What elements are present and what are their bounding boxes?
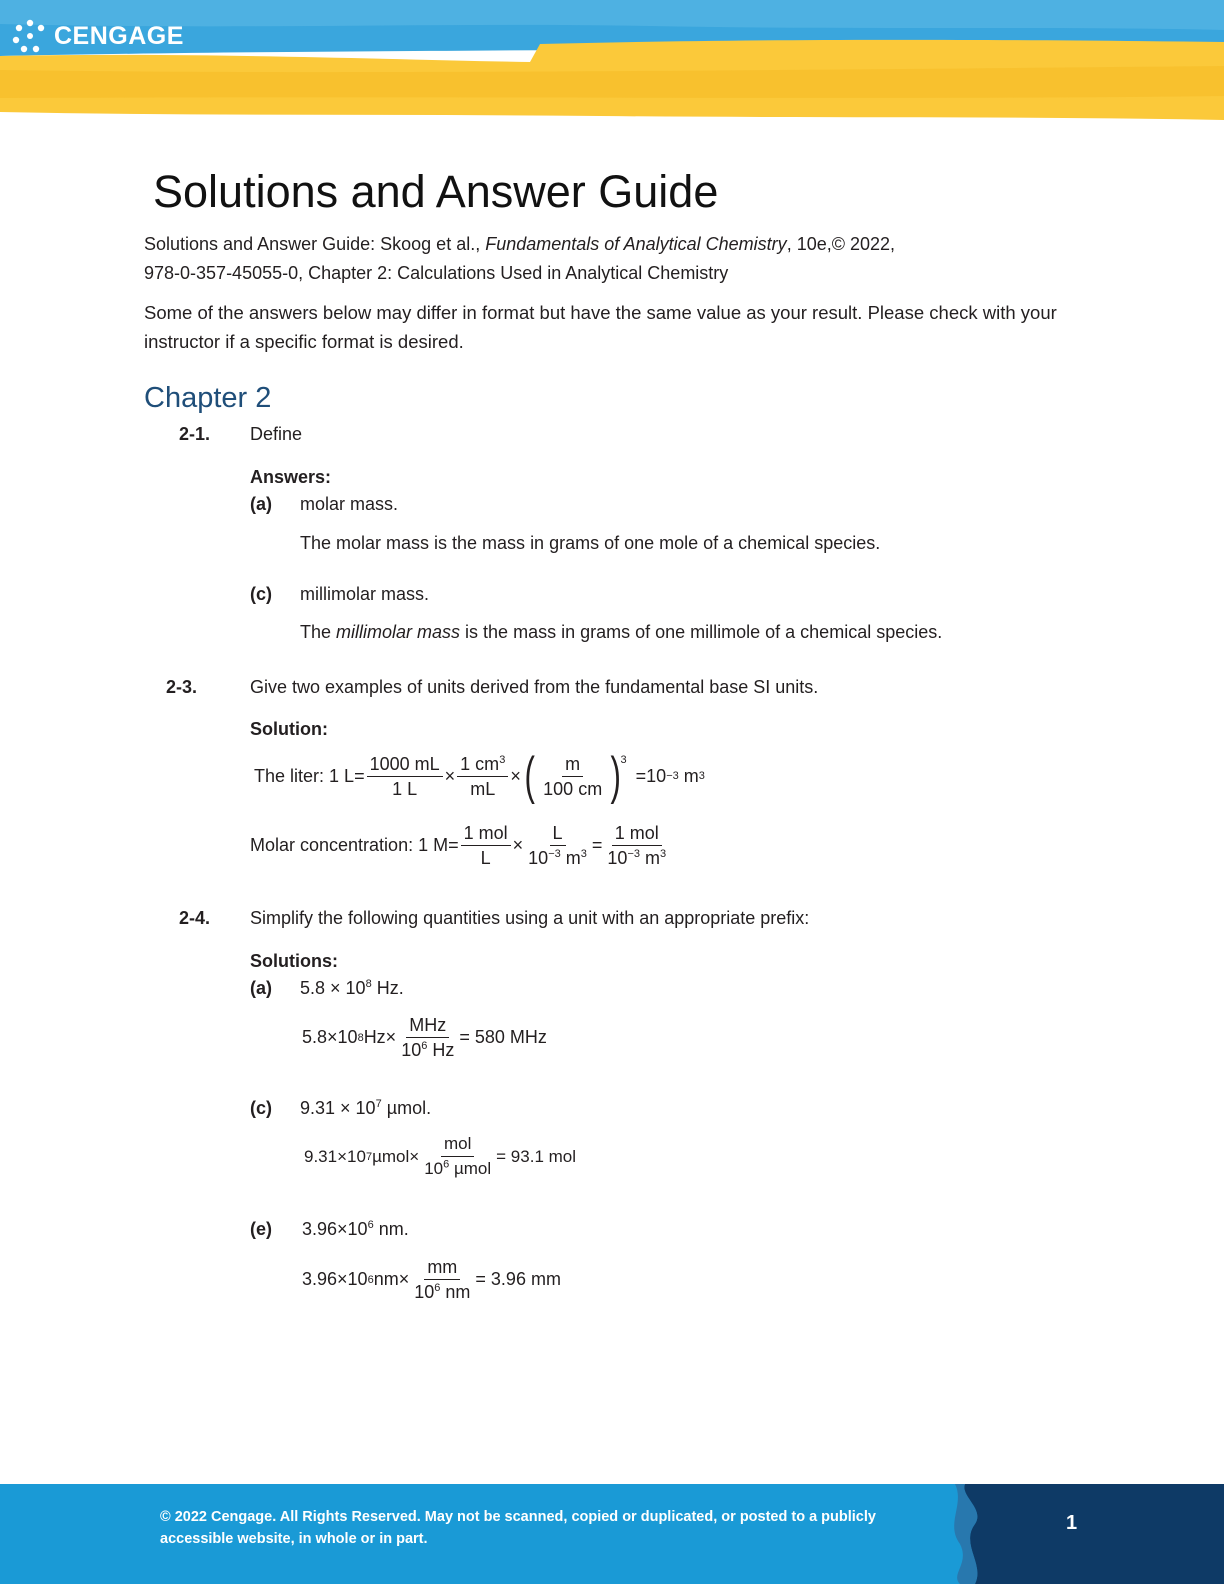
part-text: $3.96\times 10^6$ nm. xyxy=(302,1219,409,1239)
fraction: $\frac{\text{MHz}}{10^6 Hz}$ xyxy=(401,1015,455,1060)
fraction: $\frac{mm}{10^6 nm}$ xyxy=(414,1257,471,1302)
part-label: (c) xyxy=(250,584,272,604)
part-text: $5.8 \times 10^8$ Hz. xyxy=(300,978,404,998)
fraction: $\frac{m}{100 cm}$ xyxy=(543,753,603,799)
equation-lhs: 1 M xyxy=(418,835,449,855)
part-label: (e) xyxy=(250,1219,272,1239)
part-label: (c) xyxy=(250,1098,272,1118)
cengage-logo-icon xyxy=(12,18,48,54)
part-label: (a) xyxy=(250,978,272,998)
fraction: $\frac{1000 mL}{1 L}$ xyxy=(367,753,443,800)
solution-label: Solution: xyxy=(250,719,328,739)
fraction: $\frac{\text{1 mol}}{10^{-3} m^3}$ xyxy=(607,823,667,868)
equation-result: = 580 MHz xyxy=(459,1027,547,1047)
part-text: molar mass. xyxy=(300,494,399,514)
subtitle-prefix: Solutions and Answer Guide: Skoog et al., xyxy=(144,234,486,254)
chapter-heading: Chapter 2 xyxy=(144,382,272,414)
question-number: 2-4. xyxy=(179,908,211,928)
part-e-equation: 3.96×10 6 nm× $\frac{mm}{10^6 nm}$ = 3.96 mm xyxy=(302,1257,561,1302)
equation-result: = 3.96 mm xyxy=(475,1269,561,1289)
fraction: $\frac{1 cm^3}{mL}$ xyxy=(457,753,508,800)
question-prompt: Simplify the following quantities using a unit with an appropriate prefix: xyxy=(250,908,810,928)
liter-equation: The liter: 1 L = $\frac{1000 mL}{1 L}$ × $\frac{1 cm^3}{mL}$ × ( $\frac{m}{100 cm}$ ) $^3$ = 10 −3 m 3 xyxy=(254,747,705,805)
format-note: Some of the answers below may differ in format but have the same value as your result. Please check with your instructor if a specific format is desired. xyxy=(144,302,1057,352)
question-prompt: Define xyxy=(250,424,303,444)
part-answer: The molar mass is the mass in grams of one mole of a chemical species. xyxy=(300,533,881,553)
question-number: 2-1. xyxy=(179,424,211,444)
question-number: 2-3. xyxy=(166,677,198,697)
part-c-equation: 9.31×10 7 µmol× $\frac{\text{mol}}{10^6 \mu mol}$ = 93.1 mol xyxy=(304,1134,577,1178)
equation-label: Molar concentration: xyxy=(250,835,414,855)
copyright-notice: © 2022 Cengage. All Rights Reserved. May not be scanned, copied or duplicated, or posted to a publicly accessible website, in whole or in part. xyxy=(160,1509,876,1547)
answer-prefix: The xyxy=(300,622,337,642)
document-subtitle xyxy=(144,230,1084,288)
answers-label: Answers: xyxy=(250,467,332,487)
equation-result: = 93.1 mol xyxy=(496,1146,577,1166)
molar-concentration-equation: Molar concentration: 1 M = $\frac{\text{1 mol}}{L}$ × $\frac{L}{10^{-3} m^3}$ = $\frac{\text{1 mol}}{10^{-3} m^3}$ xyxy=(250,822,671,869)
footer-banner xyxy=(0,1484,1224,1584)
subtitle-suffix: , 10e,© 2022, xyxy=(786,234,896,254)
subtitle-line2: 978-0-357-45055-0, Chapter 2: Calculations Used in Analytical Chemistry xyxy=(144,263,729,283)
page-number: 1 xyxy=(1066,1512,1078,1534)
cengage-logo xyxy=(12,18,184,54)
part-answer xyxy=(300,622,942,643)
left-paren: ( xyxy=(524,747,535,805)
fraction: $\frac{L}{10^{-3} m^3}$ xyxy=(528,823,587,868)
page-title: Solutions and Answer Guide xyxy=(153,166,719,217)
right-paren: ) xyxy=(610,747,622,805)
header-banner xyxy=(0,0,1224,122)
part-text: millimolar mass. xyxy=(300,584,430,604)
equation-lhs: 1 L xyxy=(329,765,355,786)
fraction: $\frac{\text{1 mol}}{L}$ xyxy=(461,822,511,869)
answer-term: millimolar mass xyxy=(336,622,461,642)
brand-name: CENGAGE xyxy=(54,21,184,50)
part-a-equation: 5.8×10 8 Hz× $\frac{\text{MHz}}{10^6 Hz}$ = 580 MHz xyxy=(302,1015,547,1060)
part-label: (a) xyxy=(250,494,272,514)
equation-label: The liter: xyxy=(254,765,325,786)
solutions-label: Solutions: xyxy=(250,951,338,971)
book-title: Fundamentals of Analytical Chemistry xyxy=(485,234,787,254)
part-text: $9.31 \times 10^7$ µmol. xyxy=(300,1098,432,1118)
fraction: $\frac{\text{mol}}{10^6 \mu mol}$ xyxy=(424,1134,492,1178)
answer-suffix: is the mass in grams of one millimole of a chemical species. xyxy=(460,622,943,642)
question-prompt: Give two examples of units derived from the fundamental base SI units. xyxy=(250,677,819,697)
